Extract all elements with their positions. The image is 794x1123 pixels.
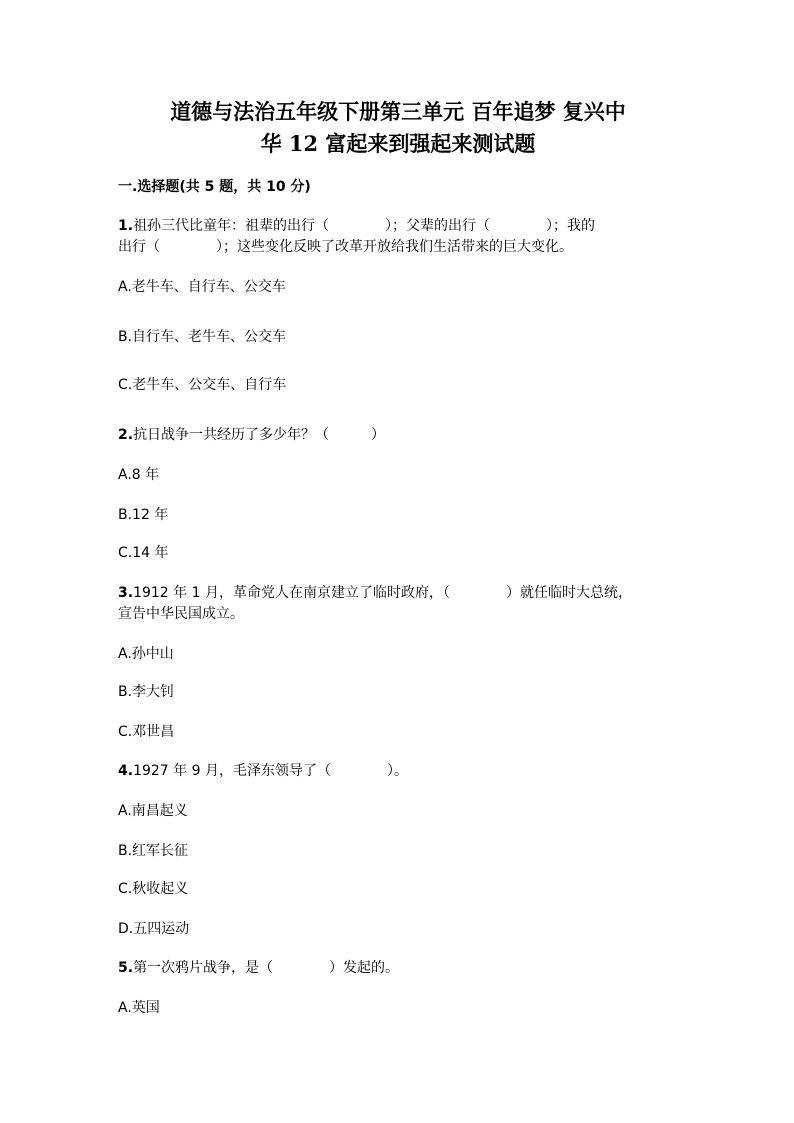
- page-title-line-1: 道德与法治五年级下册第三单元 百年追梦 复兴中: [170, 99, 626, 124]
- option-4b: B.红军长征: [118, 843, 189, 859]
- page-title-line-2: 华 12 富起来到强起来测试题: [260, 131, 536, 156]
- question-5: [118, 958, 678, 979]
- question-text-line-1: 第一次鸦片战争，是（ ）发起的。: [133, 960, 400, 976]
- question-text-line-2: 出行（ ）；这些变化反映了改革开放给我们生活带来的巨大变化。: [118, 239, 573, 255]
- question-text-line-1: 抗日战争一共经历了多少年？（ ）: [133, 427, 386, 443]
- question-text-line-1: 1912 年 1 月，革命党人在南京建立了临时政府，（ ）就任临时大总统，: [133, 585, 632, 601]
- option-3a: A.孙中山: [118, 646, 174, 662]
- question-text-line-2: 宣告中华民国成立。: [118, 606, 244, 622]
- question-number: 2.: [118, 427, 134, 443]
- option-2b: B.12 年: [118, 507, 169, 523]
- option-1c: C.老牛车、公交车、自行车: [118, 377, 287, 393]
- option-4a: A.南昌起义: [118, 803, 188, 819]
- question-1: [118, 216, 678, 258]
- question-number: 5.: [118, 960, 134, 976]
- option-3b: B.李大钊: [118, 684, 175, 700]
- question-4: [118, 761, 678, 782]
- section-heading: 一.选择题(共 5 题，共 10 分): [118, 179, 311, 195]
- question-text-line-1: 1927 年 9 月，毛泽东领导了（ ）。: [133, 763, 408, 779]
- option-1b: B.自行车、老牛车、公交车: [118, 329, 287, 345]
- question-number: 3.: [118, 585, 134, 601]
- question-number: 4.: [118, 763, 134, 779]
- option-2c: C.14 年: [118, 545, 169, 561]
- option-4c: C.秋收起义: [118, 881, 189, 897]
- question-2: [118, 425, 678, 446]
- option-4d: D.五四运动: [118, 921, 190, 937]
- option-3c: C.邓世昌: [118, 724, 175, 740]
- option-5a: A.英国: [118, 1000, 160, 1016]
- question-text-line-1: 祖孙三代比童年：祖辈的出行（ ）；父辈的出行（ ）；我的: [133, 218, 596, 234]
- option-1a: A.老牛车、自行车、公交车: [118, 279, 286, 295]
- question-number: 1.: [118, 218, 134, 234]
- option-2a: A.8 年: [118, 467, 160, 483]
- question-3: [118, 583, 678, 625]
